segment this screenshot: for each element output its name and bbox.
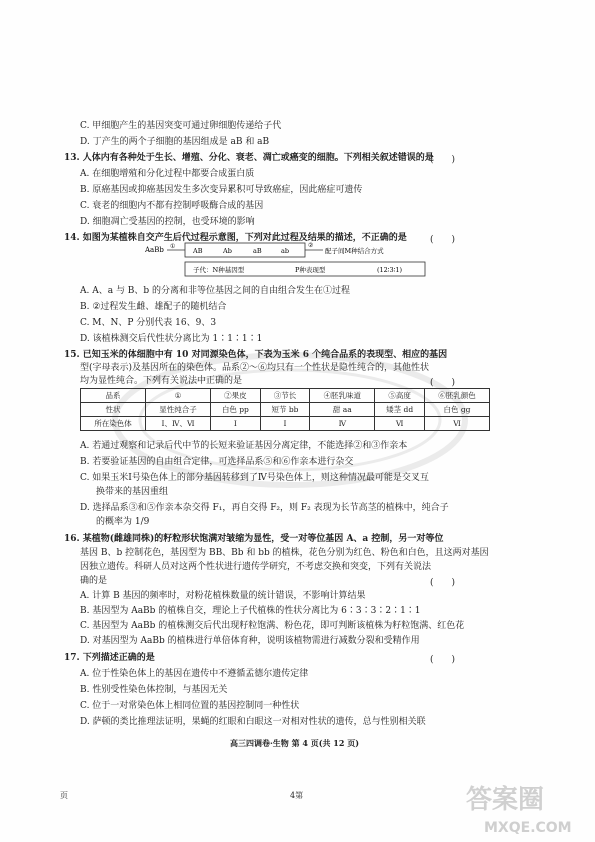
q15-table: [80, 388, 490, 431]
table-cell: Ⅰ: [260, 417, 310, 431]
q16-option-c: C. 基因型为 AaBb 的植株测交后代出现籽粒饱满、粉色花，即可判断该植株为籽粒饱满、红色花: [80, 621, 465, 631]
table-cell: 白色 gg: [424, 403, 489, 417]
answer-paren-15: ( ): [430, 378, 456, 388]
q15-option-c-cont: 换带来的基因重组: [96, 487, 169, 497]
gamete-1: AB: [193, 247, 203, 255]
table-cell: 性状: [81, 403, 146, 417]
table-cell: 矮茎 dd: [375, 403, 425, 417]
q14-option-b: B. ②过程发生雌、雄配子的随机结合: [80, 302, 227, 312]
table-cell: ①: [146, 389, 211, 403]
table-cell: Ⅰ、Ⅳ、Ⅵ: [146, 417, 211, 431]
q15-option-c: C. 如果玉米Ⅰ号染色体上的部分基因转移到了Ⅳ号染色体上，则这种情况最可能是交叉互: [80, 473, 429, 483]
gamete-3: aB: [253, 247, 262, 255]
gamete-4: ab: [281, 247, 290, 255]
q17-option-c: C. 位于一对常染色体上相同位置的基因控制同一种性状: [80, 701, 300, 711]
q16-option-b: B. 基因型为 AaBb 的植株自交，理论上子代植株的性状分离比为 6∶3∶3∶2∶1∶1: [80, 606, 421, 616]
combine-label: 配子间M种结合方式: [325, 247, 384, 255]
q14-option-a: A. A、a 与 B、b 的分离和非等位基因之间的自由组合发生在①过程: [80, 286, 351, 296]
page-number: 4第: [290, 791, 304, 800]
q13-option-c: C. 衰老的细胞内不都有控制呼吸酶合成的基因: [80, 201, 264, 211]
table-cell: Ⅵ: [375, 417, 425, 431]
question-16: 16. 某植物(雌雄同株)的籽粒形状饱满对皱缩为显性，受一对等位基因 A、a 控制，另一对等位: [64, 534, 444, 544]
q16-option-d: D. 对基因型为 AaBb 的植株进行单倍体育种，说明该植物需进行减数分裂和受精作用: [80, 636, 420, 646]
phenotype-label: P种表现型: [295, 266, 326, 274]
q15-option-a: A. 若通过观察和记录后代中节的长短来验证基因分离定律，不能选择②和③作亲本: [80, 441, 408, 451]
diagram-parent: AaBb: [145, 246, 164, 254]
question-17: 17. 下列描述正确的是: [64, 653, 155, 663]
table-cell: 显性纯合子: [146, 403, 211, 417]
table-cell: ⑤高度: [375, 389, 425, 403]
answer-paren-17: ( ): [430, 655, 456, 665]
table-cell: 所在染色体: [81, 417, 146, 431]
footer-left: 页: [60, 791, 68, 800]
answer-paren-14: ( ): [430, 235, 456, 245]
table-cell: 甜 aa: [310, 403, 375, 417]
q14-option-d: D. 该植株测交后代性状分离比为 1∶1∶1∶1: [80, 334, 263, 344]
q13-option-d: D. 细胞凋亡受基因的控制，也受环境的影响: [80, 217, 255, 227]
question-15-line3: 均为显性纯合。下列有关说法中正确的是: [80, 376, 243, 386]
q17-option-b: B. 性别受性染色体控制，与基因无关: [80, 685, 228, 695]
table-cell: 短节 bb: [260, 403, 310, 417]
q16-option-a: A. 计算 B 基因的频率时，对粉花植株数量的统计错误，不影响计算结果: [80, 591, 366, 601]
page-footer: 高三四调卷·生物 第 4 页(共 12 页): [230, 738, 359, 748]
offspring-label: 子代：N种基因型: [193, 266, 245, 274]
diagram-step1: ①: [170, 243, 176, 250]
q14-diagram: [145, 238, 445, 278]
table-cell: Ⅳ: [310, 417, 375, 431]
gamete-2: Ab: [223, 247, 232, 255]
table-cell: ⑥胚乳颜色: [424, 389, 489, 403]
table-row: [81, 417, 490, 431]
question-16-line3: 因独立遗传。科研人员对这两个性状进行遗传学研究，不考虑交换和突变，下列有关说法: [80, 562, 432, 572]
site-logo: [462, 770, 582, 840]
option-c-prev: C. 甲细胞产生的基因突变可通过卵细胞传递给子代: [80, 121, 282, 131]
table-cell: 白色 pp: [211, 403, 261, 417]
table-cell: Ⅰ: [211, 417, 261, 431]
q15-option-b: B. 若要验证基因的自由组合定律，可选择品系⑤和⑥作亲本进行杂交: [80, 457, 354, 467]
q13-option-a: A. 在细胞增殖和分化过程中都要合成蛋白质: [80, 169, 255, 179]
q17-option-a: A. 位于性染色体上的基因在遗传中不遵循孟德尔遗传定律: [80, 669, 309, 679]
question-13: 13. 人体内有各种处于生长、增殖、分化、衰老、凋亡或癌变的细胞。下列相关叙述错误的是: [64, 153, 434, 163]
q14-option-c: C. M、N、P 分别代表 16、9、3: [80, 318, 217, 328]
answer-paren-13: ( ): [430, 155, 456, 165]
table-cell: 品系: [81, 389, 146, 403]
table-row: [81, 403, 490, 417]
table-header-row: [81, 389, 490, 403]
answer-paren-16: ( ): [430, 578, 456, 588]
option-d-prev: D. 丁产生的两个子细胞的基因组成是 aB 和 aB: [80, 137, 270, 147]
q15-option-d-cont: 的概率为 1/9: [96, 517, 150, 527]
table-cell: ④胚乳味道: [310, 389, 375, 403]
question-16-line4: 确的是: [80, 576, 108, 586]
question-14: 14. 如图为某植株自交产生后代过程示意图，下列对此过程及结果的描述，不正确的是: [64, 233, 407, 243]
q13-option-b: B. 原癌基因或抑癌基因发生多次变异累积可导致癌症，因此癌症可遗传: [80, 185, 363, 195]
logo-url: MXQE.COM: [484, 820, 572, 836]
question-15: 15. 已知玉米的体细胞中有 10 对同源染色体，下表为玉米 6 个纯合品系的表现型、相应的基因: [64, 350, 448, 360]
logo-text: 答案圈: [466, 785, 545, 815]
q15-option-d: D. 选择品系③和⑤作亲本杂交得 F₁，再自交得 F₂，则 F₂ 表现为长节高茎的植株中，纯合子: [80, 503, 449, 513]
table-cell: Ⅵ: [424, 417, 489, 431]
diagram-step2: ②: [308, 242, 314, 249]
question-15-line2: 型(字母表示)及基因所在的染色体。品系②～⑥均只有一个性状是隐性纯合的，其他性状: [80, 363, 430, 373]
table-cell: ③节长: [260, 389, 310, 403]
q17-option-d: D. 萨顿的类比推理法证明，果蝇的红眼和白眼这一对相对性状的遗传，总与性别相关联: [80, 717, 426, 727]
ratio-label: (12∶3∶1): [377, 266, 402, 274]
table-cell: ②果皮: [211, 389, 261, 403]
question-16-line2: 基因 B、b 控制花色，基因型为 BB、Bb 和 bb 的植株，花色分别为红色、粉色和白色，且这两对基因: [80, 548, 489, 558]
